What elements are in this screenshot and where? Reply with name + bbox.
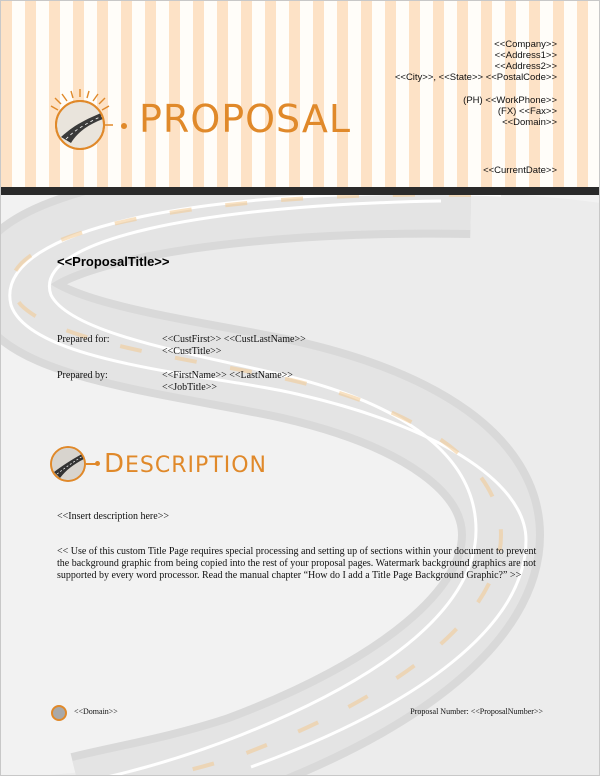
current-date-field: <<CurrentDate>>: [483, 165, 557, 176]
description-placeholder: <<Insert description here>>: [57, 511, 169, 522]
road-sunrise-logo-icon: [47, 87, 113, 153]
footer-proposal-number: Proposal Number: <<ProposalNumber>>: [410, 707, 543, 716]
company-field: <<Company>>: [494, 39, 557, 50]
customer-title: <<CustTitle>>: [162, 346, 222, 357]
author-title: <<JobTitle>>: [162, 382, 217, 393]
fax-field: (FX) <<Fax>>: [497, 106, 557, 117]
proposal-title: <<ProposalTitle>>: [57, 254, 170, 269]
customer-name: <<CustFirst>> <<CustLastName>>: [162, 334, 306, 345]
author-name: <<FirstName>> <<LastName>>: [162, 370, 293, 381]
desc-connector-dot: [95, 461, 100, 466]
bullet-dot-icon: [51, 705, 67, 721]
road-background-graphic: [1, 195, 600, 776]
prepared-by-label: Prepared by:: [57, 370, 108, 381]
logo-connector-dot: [121, 123, 127, 129]
header-divider: [1, 187, 600, 195]
phone-field: (PH) <<WorkPhone>>: [463, 95, 557, 106]
address1-field: <<Address1>>: [494, 50, 557, 61]
address2-field: <<Address2>>: [494, 61, 557, 72]
city-state-postal: <<City>>, <<State>> <<PostalCode>>: [394, 72, 557, 83]
brand-title: PROPOSAL: [139, 97, 352, 141]
domain-field: <<Domain>>: [502, 117, 557, 128]
description-body: << Use of this custom Title Page requires special processing and setting up of sections within your document to prevent the background graphic from being copied into the rest of your proposal pages. Watermark background graphics are not supported by every word processor. Read the manual chapter “How do I add a Title Page Background Graphic?” >>: [57, 546, 537, 581]
road-icon: [49, 445, 87, 483]
description-heading-initial: D: [104, 449, 126, 479]
description-heading: [104, 449, 267, 479]
description-heading-rest: ESCRIPTION: [125, 453, 267, 478]
footer-domain: <<Domain>>: [74, 707, 118, 716]
prepared-for-label: Prepared for:: [57, 334, 110, 345]
